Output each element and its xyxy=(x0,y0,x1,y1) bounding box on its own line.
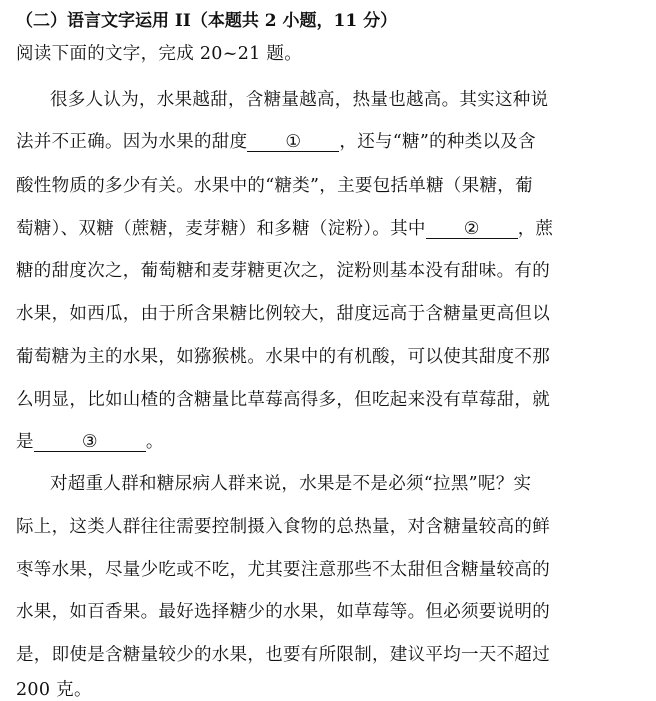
p1-line-4-before: 萄糖）、双糖（蔗糖，麦芽糖）和多糖（淀粉）。其中 xyxy=(16,219,426,239)
p1-line-1: 很多人认为，水果越甜，含糖量越高，热量也越高。其实这种说 xyxy=(50,90,549,110)
blank-2: ② xyxy=(426,220,518,239)
p1-line-8: 么明显，比如山楂的含糖量比草莓高得多，但吃起来没有草莓甜，就 xyxy=(16,390,550,410)
p1-line-2 xyxy=(16,128,536,153)
p2-line-5: 是，即使是含糖量较少的水果，也要有所限制，建议平均一天不超过 xyxy=(16,645,550,665)
blank-3: ③ xyxy=(34,433,146,452)
instruction: 阅读下面的文字，完成 20~21 题。 xyxy=(16,44,303,64)
p2-line-4: 水果，如百香果。最好选择糖少的水果，如草莓等。但必须要说明的 xyxy=(16,602,550,622)
blank-1: ① xyxy=(247,133,339,152)
p2-line-3: 枣等水果，尽量少吃或不吃，尤其要注意那些不太甜但含糖量较高的 xyxy=(16,560,550,580)
p1-line-9 xyxy=(16,428,164,453)
p1-line-9-after: 。 xyxy=(145,432,164,452)
p1-line-2-before: 法并不正确。因为水果的甜度 xyxy=(16,132,248,152)
p1-line-4-after: ，蔗 xyxy=(517,219,554,239)
p2-line-2: 际上，这类人群往往需要控制摄入食物的总热量，对含糖量较高的鲜 xyxy=(16,517,550,537)
p1-line-5: 糖的甜度次之，葡萄糖和麦芽糖更次之，淀粉则基本没有甜味。有的 xyxy=(16,261,550,281)
section-heading: （二）语言文字运用 II（本题共 2 小题，11 分） xyxy=(16,11,398,31)
p1-line-7: 葡萄糖为主的水果，如猕猴桃。水果中的有机酸，可以使其甜度不那 xyxy=(16,347,550,367)
p1-line-3: 酸性物质的多少有关。水果中的“糖类”，主要包括单糖（果糖，葡 xyxy=(16,176,533,196)
p1-line-6: 水果，如西瓜，由于所含果糖比例较大，甜度远高于含糖量更高但以 xyxy=(16,304,550,324)
p1-line-2-after: ，还与“糖”的种类以及含 xyxy=(339,132,536,152)
p1-line-4 xyxy=(16,215,553,240)
p2-line-6: 200 克。 xyxy=(16,680,92,700)
p1-line-9-before: 是 xyxy=(16,432,34,452)
p2-line-1: 对超重人群和糖尿病人群来说，水果是不是必须“拉黑”呢？实 xyxy=(50,474,532,494)
